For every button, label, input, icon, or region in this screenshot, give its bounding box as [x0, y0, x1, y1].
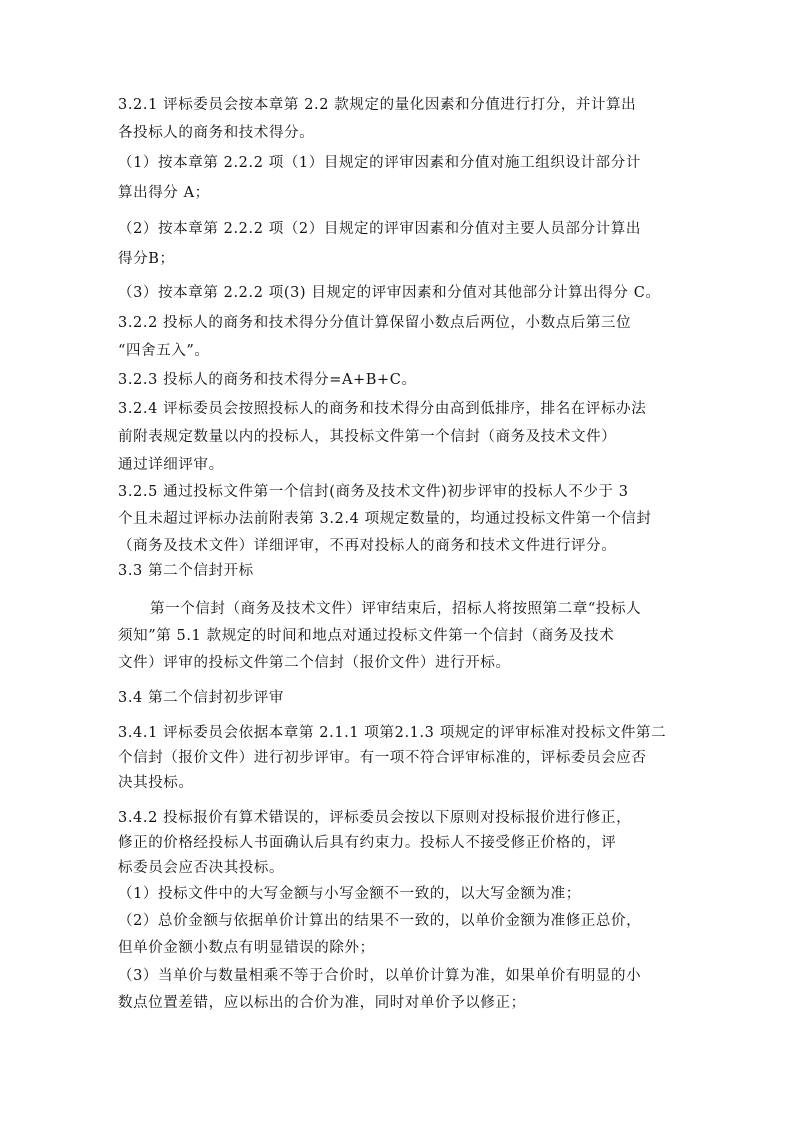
text-line: （2）总价金额与依据单价计算出的结果不一致的，以单价金额为准修正总价，: [118, 913, 642, 929]
text-line: 文件）评审的投标文件第二个信封（报价文件）进行开标。: [118, 655, 511, 671]
text-line: 数点位置差错，应以标出的合价为准，同时对单价予以修正；: [118, 995, 526, 1011]
text-line: 3.4.2 投标报价有算术错误的，评标委员会按以下原则对投标报价进行修正，: [118, 810, 632, 826]
text-line: 3.2.2 投标人的商务和技术得分分值计算保留小数点后两位，小数点后第三位: [118, 315, 632, 331]
text-line: 个信封（报价文件）进行初步评审。有一项不符合评审标准的，评标委员会应否: [118, 750, 647, 766]
section-heading: 3.4 第二个信封初步评审: [118, 690, 284, 706]
text-line: （1）投标文件中的大写金额与小写金额不一致的，以大写金额为准；: [118, 886, 581, 902]
text-line: （3）按本章第 2.2.2 项(3) 目规定的评审因素和分值对其他部分计算出得分 C。: [118, 285, 661, 301]
text-line: （2）按本章第 2.2.2 项（2）目规定的评审因素和分值对主要人员部分计算出: [118, 221, 641, 237]
text-line: 但单价金额小数点有明显错误的除外；: [118, 940, 375, 956]
text-line: 各投标人的商务和技术得分。: [118, 125, 315, 141]
text-line: “四舍五入”。: [118, 343, 210, 359]
text-line: 须知”第 5.1 款规定的时间和地点对通过投标文件第一个信封（商务及技术: [118, 628, 615, 644]
text-line: 个且未超过评标办法前附表第 3.2.4 项规定数量的，均通过投标文件第一个信封: [118, 511, 652, 527]
text-line: 前附表规定数量以内的投标人，其投标文件第一个信封（商务及技术文件）: [118, 429, 617, 445]
text-line: （3）当单价与数量相乘不等于合价时，以单价计算为准，如果单价有明显的小: [118, 968, 642, 984]
text-line: 得分B；: [118, 251, 175, 267]
text-line: 修正的价格经投标人书面确认后具有约束力。投标人不接受修正价格的，评: [118, 835, 617, 851]
text-line: 3.4.1 评标委员会依据本章第 2.1.1 项第2.1.3 项规定的评审标准对投标文件第二: [118, 725, 667, 741]
text-line: 3.2.4 评标委员会按照投标人的商务和技术得分由高到低排序，排名在评标办法: [118, 401, 647, 417]
text-line: 通过详细评审。: [118, 457, 224, 473]
text-line: （商务及技术文件）详细评审，不再对投标人的商务和技术文件进行评分。: [118, 538, 617, 554]
text-line: 3.2.5 通过投标文件第一个信封(商务及技术文件)初步评审的投标人不少于 3: [118, 484, 629, 500]
text-line: 算出得分 A；: [118, 185, 210, 201]
text-line: （1）按本章第 2.2.2 项（1）目规定的评审因素和分值对施工组织设计部分计: [118, 155, 641, 171]
text-line: 第一个信封（商务及技术文件）评审结束后，招标人将按照第二章“投标人: [150, 601, 642, 617]
text-line: 3.2.1 评标委员会按本章第 2.2 款规定的量化因素和分值进行打分，并计算出: [118, 97, 637, 113]
text-line: 标委员会应否决其投标。: [118, 860, 285, 876]
text-line: 3.2.3 投标人的商务和技术得分=A+B+C。: [118, 372, 417, 388]
section-heading: 3.3 第二个信封开标: [118, 563, 254, 579]
text-line: 决其投标。: [118, 775, 194, 791]
